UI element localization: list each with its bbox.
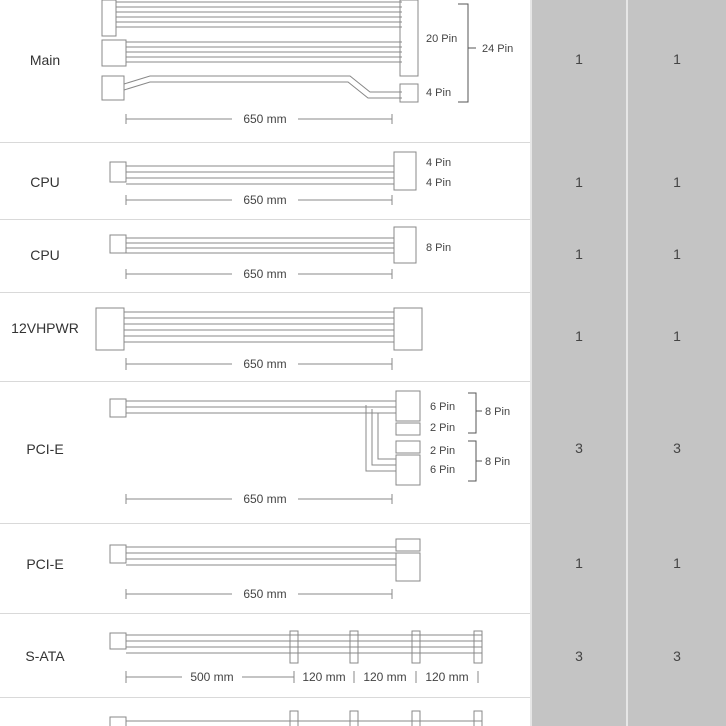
count-col1: 3 — [532, 613, 626, 697]
cable-name: S-ATA — [25, 648, 65, 664]
pcie-cable-diagram — [90, 381, 530, 523]
segment-length: 120 mm — [302, 670, 346, 684]
cable-length: 650 mm — [243, 112, 287, 126]
cable-length: 650 mm — [243, 193, 287, 207]
count-col2: 1 — [628, 523, 726, 613]
cable-name: Main — [29, 52, 61, 68]
group-pin-label: 8 Pin — [485, 406, 511, 418]
count-col2: 1 — [628, 142, 726, 219]
cable-name: PCI-E — [26, 556, 64, 572]
cable-row-pcie-single — [0, 523, 726, 614]
cable-row-12vhpwr — [0, 292, 726, 382]
count-col1: 1 — [532, 142, 626, 219]
pin-label: 6 Pin — [430, 464, 456, 476]
pin-label: 2 Pin — [430, 445, 456, 457]
count-col2: 3 — [628, 613, 726, 697]
cable-row-cpu-8pin — [0, 219, 726, 293]
count-col1: 1 — [532, 219, 626, 292]
count-col2: 1 — [628, 219, 726, 292]
count-col2: 1 — [628, 292, 726, 381]
count-col1 — [532, 697, 626, 726]
cable-name: CPU — [30, 174, 60, 190]
cpu-cable-diagram — [90, 142, 530, 219]
group-pin-label: 8 Pin — [485, 456, 511, 468]
cable-row-partial — [0, 697, 726, 726]
column-separator — [530, 0, 532, 726]
pin-label: 4 Pin — [426, 87, 452, 99]
count-col1: 1 — [532, 292, 626, 381]
count-col1: 1 — [532, 523, 626, 613]
count-col1: 1 — [532, 0, 626, 142]
column-separator — [626, 0, 628, 726]
cable-length: 650 mm — [243, 357, 287, 371]
cable-row-cpu-4plus4 — [0, 142, 726, 220]
pcie-cable-diagram — [90, 523, 530, 613]
pin-label: 6 Pin — [430, 401, 456, 413]
sata-cable-diagram — [90, 613, 530, 697]
12vhpwr-cable-diagram — [90, 292, 530, 381]
count-col2: 3 — [628, 381, 726, 523]
pin-label: 8 Pin — [426, 242, 452, 254]
pin-label: 20 Pin — [426, 33, 458, 45]
count-col2: 1 — [628, 0, 726, 142]
cable-length: 650 mm — [243, 587, 287, 601]
main-cable-diagram — [90, 0, 530, 142]
pin-label: 4 Pin — [426, 157, 452, 169]
cable-length: 650 mm — [243, 267, 287, 281]
cable-row-main — [0, 0, 726, 143]
segment-length: 120 mm — [363, 670, 407, 684]
segment-length: 120 mm — [425, 670, 469, 684]
cable-row-pcie-dual — [0, 381, 726, 524]
cable-length: 500 mm — [190, 670, 234, 684]
cpu-cable-diagram — [90, 219, 530, 292]
partial-cable-diagram — [90, 697, 530, 726]
cable-length: 650 mm — [243, 492, 287, 506]
cable-name: CPU — [30, 247, 60, 263]
cable-name: 12VHPWR — [11, 320, 79, 336]
group-pin-label: 24 Pin — [482, 43, 514, 55]
cable-row-sata — [0, 613, 726, 698]
count-col2 — [628, 697, 726, 726]
count-col1: 3 — [532, 381, 626, 523]
cable-name: PCI-E — [26, 441, 64, 457]
pin-label: 4 Pin — [426, 177, 452, 189]
pin-label: 2 Pin — [430, 422, 456, 434]
